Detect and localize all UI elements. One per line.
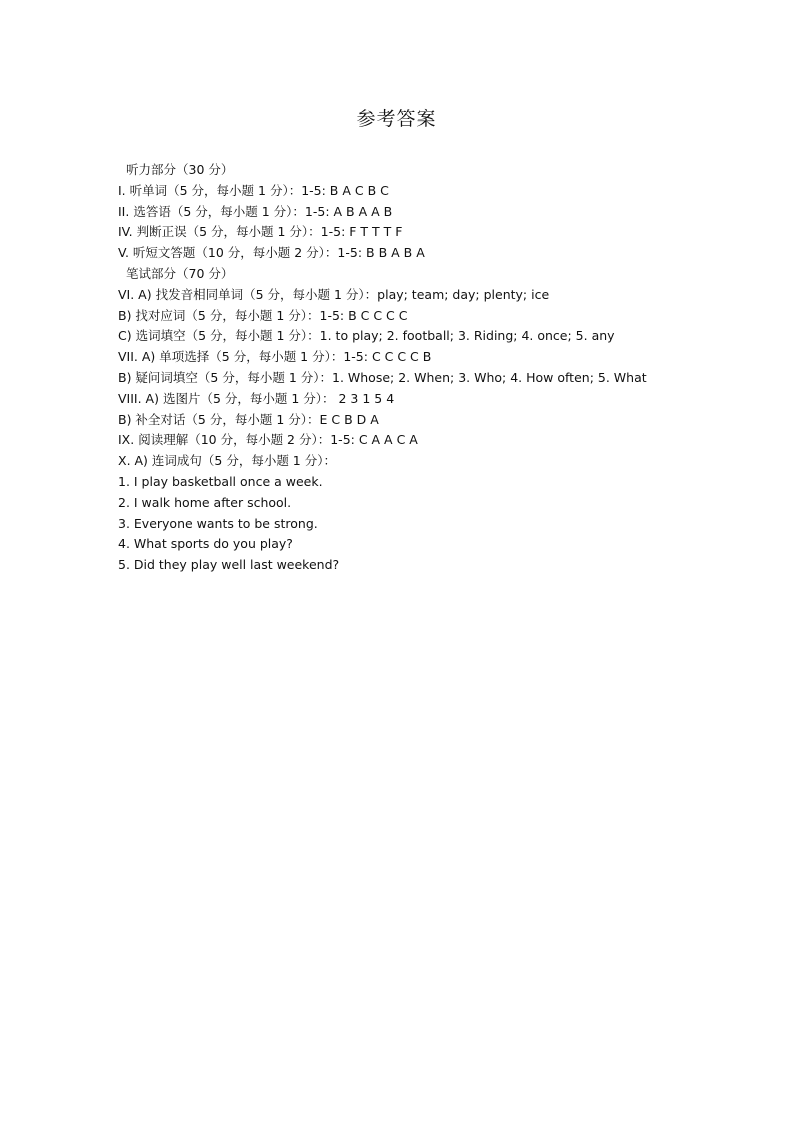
answer-line-ix: IX. 阅读理解（10 分，每小题 2 分）：1-5: C A A C A bbox=[118, 432, 418, 448]
answer-line-vii-a: VII. A) 单项选择（5 分，每小题 1 分）：1-5: C C C C B bbox=[118, 349, 432, 365]
sentence-answer-1: 1. I play basketball once a week. bbox=[118, 473, 323, 489]
page-title: 参考答案 bbox=[356, 108, 437, 130]
answer-line-x-a: X. A) 连词成句（5 分，每小题 1 分）： bbox=[118, 453, 336, 469]
sentence-answer-4: 4. What sports do you play? bbox=[118, 536, 293, 552]
answer-line-ii: II. 选答语（5 分，每小题 1 分）：1-5: A B A A B bbox=[118, 203, 393, 219]
answer-line-vi-b: B) 找对应词（5 分，每小题 1 分）：1-5: B C C C C bbox=[118, 307, 408, 323]
answer-line-vii-b: B) 疑问词填空（5 分，每小题 1 分）：1. Whose; 2. When; 3. Who; 4. How often; 5. What bbox=[118, 369, 647, 385]
section-heading-listening: 听力部分（30 分） bbox=[126, 162, 234, 177]
sentence-answer-2: 2. I walk home after school. bbox=[118, 494, 292, 510]
answer-line-iv: IV. 判断正误（5 分，每小题 1 分）：1-5: F T T T F bbox=[118, 224, 403, 240]
section-heading-written: 笔试部分（70 分） bbox=[126, 265, 234, 281]
answer-line-viii-a: VIII. A) 选图片（5 分，每小题 1 分）： 2 3 1 5 4 bbox=[118, 390, 395, 406]
answer-line-i: I. 听单词（5 分，每小题 1 分）：1-5: B A C B C bbox=[118, 182, 389, 198]
answer-line-vi-a: VI. A) 找发音相同单词（5 分，每小题 1 分）：play; team; day; plenty; ice bbox=[118, 286, 550, 302]
answer-list bbox=[118, 160, 718, 576]
answer-line-vi-c: C) 选词填空（5 分，每小题 1 分）：1. to play; 2. football; 3. Riding; 4. once; 5. any bbox=[118, 328, 615, 344]
answer-line-v: V. 听短文答题（10 分，每小题 2 分）：1-5: B B A B A bbox=[118, 245, 425, 261]
sentence-answer-5: 5. Did they play well last weekend? bbox=[118, 557, 340, 573]
sentence-answer-3: 3. Everyone wants to be strong. bbox=[118, 515, 318, 531]
answer-line-viii-b: B) 补全对话（5 分，每小题 1 分）：E C B D A bbox=[118, 411, 379, 427]
